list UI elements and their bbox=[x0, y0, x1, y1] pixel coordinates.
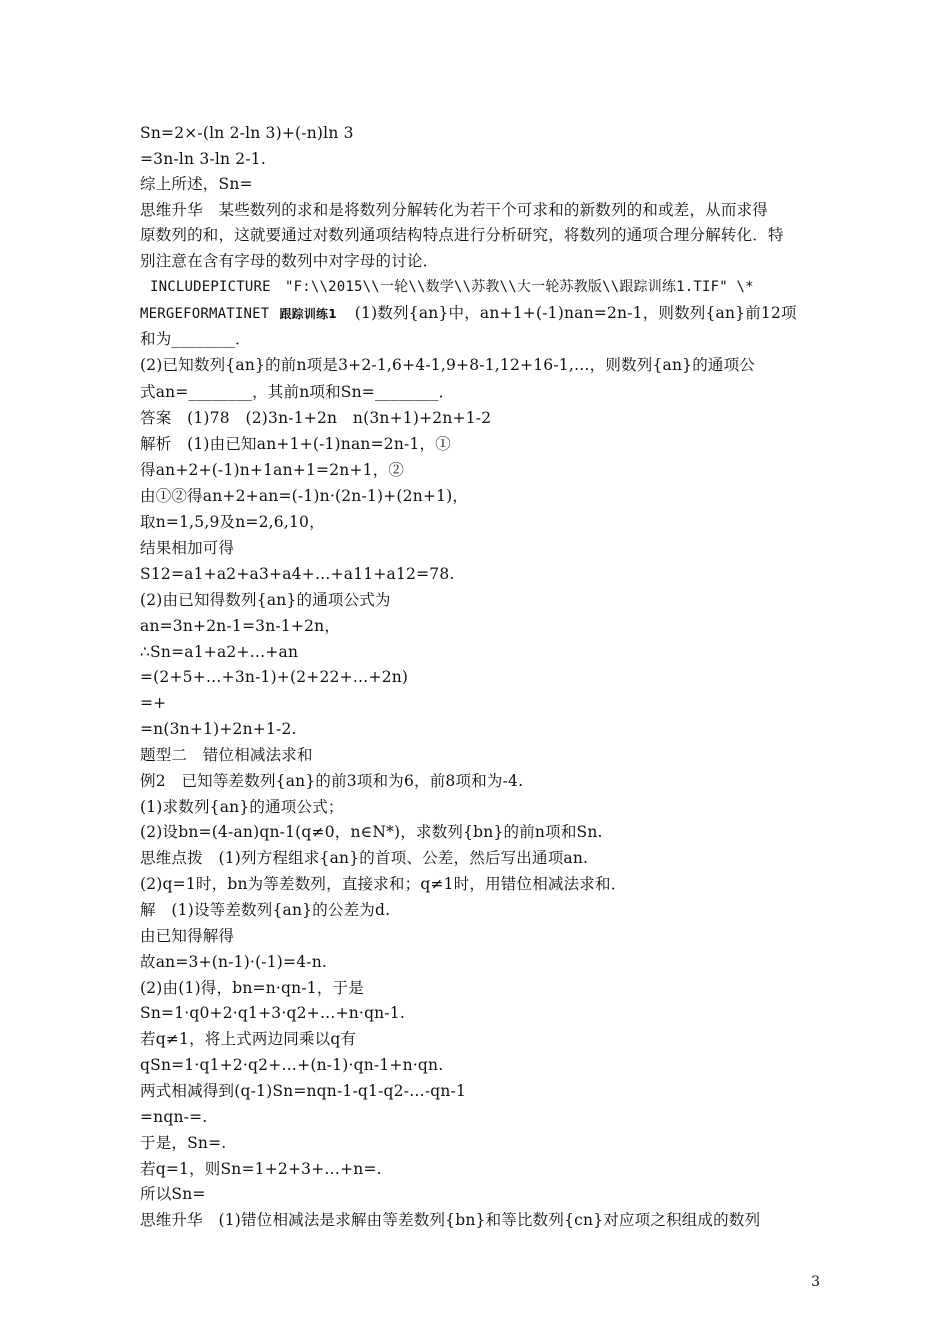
text-line: 思维点拨 (1)列方程组求{an}的首项、公差，然后写出通项an. bbox=[140, 849, 589, 867]
text-line: (2)设bn=(4-an)qn-1(q≠0，n∈N*)，求数列{bn}的前n项和Sn. bbox=[140, 823, 603, 841]
text-line: (1)求数列{an}的通项公式； bbox=[140, 798, 344, 816]
text-line: 所以Sn= bbox=[140, 1185, 206, 1203]
tracking-exercise-tag: 跟踪训练1 bbox=[279, 307, 337, 321]
text-line: 若q≠1，将上式两边同乘以q有 bbox=[140, 1030, 357, 1048]
text-line: 思维升华 (1)错位相减法是求解由等差数列{bn}和等比数列{cn}对应项之积组成的数列 bbox=[140, 1211, 761, 1229]
text-line: (2)已知数列{an}的前n项是3+2-1,6+4-1,9+8-1,12+16-1,…，则数列{an}的通项公 bbox=[140, 356, 756, 374]
text-line: (2)由(1)得，bn=n·qn-1，于是 bbox=[140, 979, 364, 997]
text-line: 思维升华 某些数列的求和是将数列分解转化为若干个可求和的新数列的和或差，从而求得 bbox=[140, 201, 769, 219]
text-line bbox=[140, 300, 820, 327]
text-line: =(2+5+…+3n-1)+(2+22+…+2n) bbox=[140, 668, 409, 686]
text-line: =+ bbox=[140, 694, 167, 712]
text-line: 和为________． bbox=[140, 330, 251, 348]
text-line: 两式相减得到(q-1)Sn=nqn-1-q1-q2-…-qn-1 bbox=[140, 1082, 467, 1100]
text-line: (2)q=1时，bn为等差数列，直接求和；q≠1时，用错位相减法求和． bbox=[140, 875, 627, 893]
text-line: S12=a1+a2+a3+a4+…+a11+a12=78. bbox=[140, 565, 455, 583]
text-line: 别注意在含有字母的数列中对字母的讨论． bbox=[140, 252, 439, 270]
text-line: 得an+2+(-1)n+1an+1=2n+1，② bbox=[140, 461, 405, 479]
text-line: (2)由已知得数列{an}的通项公式为 bbox=[140, 591, 391, 609]
text-segment: (1)数列{an}中，an+1+(-1)nan=2n-1，则数列{an}前12项 bbox=[354, 304, 797, 322]
text-line: 式an=________，其前n项和Sn=________． bbox=[140, 383, 455, 401]
text-line: 由已知得解得 bbox=[140, 927, 235, 945]
text-line: 由①②得an+2+an=(-1)n·(2n-1)+(2n+1)， bbox=[140, 487, 469, 505]
text-line: 原数列的和，这就要通过对数列通项结构特点进行分析研究，将数列的通项合理分解转化．特 bbox=[140, 226, 784, 244]
text-line: 于是，Sn=. bbox=[140, 1134, 227, 1152]
text-line: 若q=1，则Sn=1+2+3+…+n=. bbox=[140, 1160, 382, 1178]
text-line: ∴Sn=a1+a2+…+an bbox=[140, 643, 299, 661]
text-line: qSn=1·q1+2·q2+…+(n-1)·qn-1+n·qn. bbox=[140, 1056, 444, 1074]
text-line: =3n-ln 3-ln 2-1. bbox=[140, 150, 266, 168]
text-line: Sn=2×-(ln 2-ln 3)+(-n)ln 3 bbox=[140, 124, 354, 142]
text-line: 答案 (1)78 (2)3n-1+2n n(3n+1)+2n+1-2 bbox=[140, 409, 492, 427]
text-line: 例2 已知等差数列{an}的前3项和为6，前8项和为-4. bbox=[140, 772, 524, 790]
text-line: 故an=3+(n-1)·(-1)=4-n. bbox=[140, 953, 328, 971]
text-line: =nqn-=. bbox=[140, 1108, 208, 1126]
text-line: 结果相加可得 bbox=[140, 539, 235, 557]
text-line: 解 (1)设等差数列{an}的公差为d. bbox=[140, 901, 391, 919]
text-line: =n(3n+1)+2n+1-2. bbox=[140, 720, 297, 738]
text-line: INCLUDEPICTURE "F:\\2015\\一轮\\数学\\苏教\\大一轮苏教版\\跟踪训练1.TIF" \* bbox=[150, 279, 754, 295]
text-line: 综上所述，Sn= bbox=[140, 175, 253, 193]
page-number: 3 bbox=[811, 1274, 820, 1290]
text-line: 题型二 错位相减法求和 bbox=[140, 746, 313, 764]
text-line: an=3n+2n-1=3n-1+2n， bbox=[140, 617, 341, 635]
merge-format-text: MERGEFORMATINET bbox=[140, 306, 270, 322]
text-line: Sn=1·q0+2·q1+3·q2+…+n·qn-1. bbox=[140, 1004, 405, 1022]
text-line: 取n=1,5,9及n=2,6,10， bbox=[140, 513, 325, 531]
text-line: 解析 (1)由已知an+1+(-1)nan=2n-1，① bbox=[140, 435, 451, 453]
